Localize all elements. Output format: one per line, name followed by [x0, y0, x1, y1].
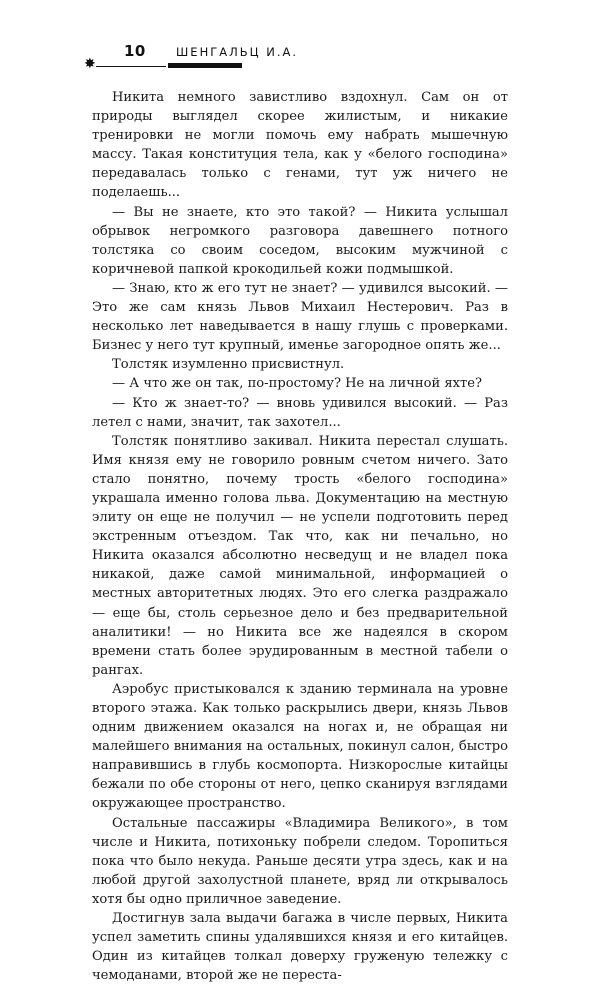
running-title: ШЕНГАЛЬЦ И.А. — [176, 45, 298, 59]
paragraph: Остальные пассажиры «Владимира Великого», в том числе и Никита, потихоньку побрели следом. Торопиться пока что было некуда. Раньше десяти утра здесь, как и на любой другой захолустной планете, вряд ли открывалось хотя бы одно приличное заведение. — [92, 815, 508, 907]
page-header — [0, 0, 600, 80]
header-thin-rule — [96, 66, 166, 67]
paragraph: Достигнув зала выдачи багажа в числе первых, Никита успел заметить спины удалявшихся князя и его китайцев. Один из китайцев толкал доверху груженую тележку с чемоданами, второй же не переста- — [92, 911, 508, 984]
paragraph: Аэробус пристыковался к зданию терминала на уровне второго этажа. Как только раскрылись двери, князь Львов одним движением оказался на ногах и, не обращая ни малейшего внимания на остальных, покинул салон, быстро направившись в глубь космопорта. Низкорослые китайцы бежали по обе стороны от него, цепко сканируя взглядами окружающее пространство. — [92, 681, 508, 812]
paragraph: — Кто ж знает-то? — вновь удивился высокий. — Раз летел с нами, значит, так захотел... — [92, 395, 508, 430]
page-number: 10 — [124, 42, 146, 60]
paragraph: — Вы не знаете, кто это такой? — Никита услышал обрывок негромкого разговора давешнего потного толстяка со своим соседом, высоким мужчиной с коричневой папкой крокодильей кожи подмышкой. — [92, 204, 508, 277]
header-thick-rule — [168, 63, 242, 68]
paragraph: Толстяк понятливо закивал. Никита перестал слушать. Имя князя ему не говорило ровным счетом ничего. Зато стало понятно, почему трость «белого господина» украшала именно голова льва. Документацию на местную элиту он еще не получил — не успели подготовить перед экстренным отъездом. Так что, как ни печально, но Никита оказался абсолютно несведущ и не владел пока никакой, даже самой минимальной, информацией о местных авторитетных людях. Это его слегка раздражало — еще бы, столь серьезное дело и без предварительной аналитики! — но Никита все же надеялся в скором времени стать более эрудированным в местной табели о рангах. — [92, 433, 508, 678]
paragraph: Толстяк изумленно присвистнул. — [112, 357, 345, 373]
paragraph: Никита немного завистливо вздохнул. Сам он от природы выглядел скорее жилистым, и никакие тренировки не могли помочь ему набрать мышечную массу. Такая конституция тела, как у «белого господина» передавалась только с генами, тут уж ничего не поделаешь... — [92, 90, 508, 201]
paragraph: — Знаю, кто ж его тут не знает? — удивился высокий. — Это же сам князь Львов Михаил Нестерович. Раз в несколько лет наведывается в нашу глушь с проверками. Бизнес у него тут крупный, именье загородное опять же... — [92, 280, 508, 354]
paragraph: — А что же он так, по-простому? Не на личной яхте? — [112, 376, 483, 392]
book-text — [92, 88, 508, 985]
star-ornament-icon: ✸ — [84, 56, 96, 72]
